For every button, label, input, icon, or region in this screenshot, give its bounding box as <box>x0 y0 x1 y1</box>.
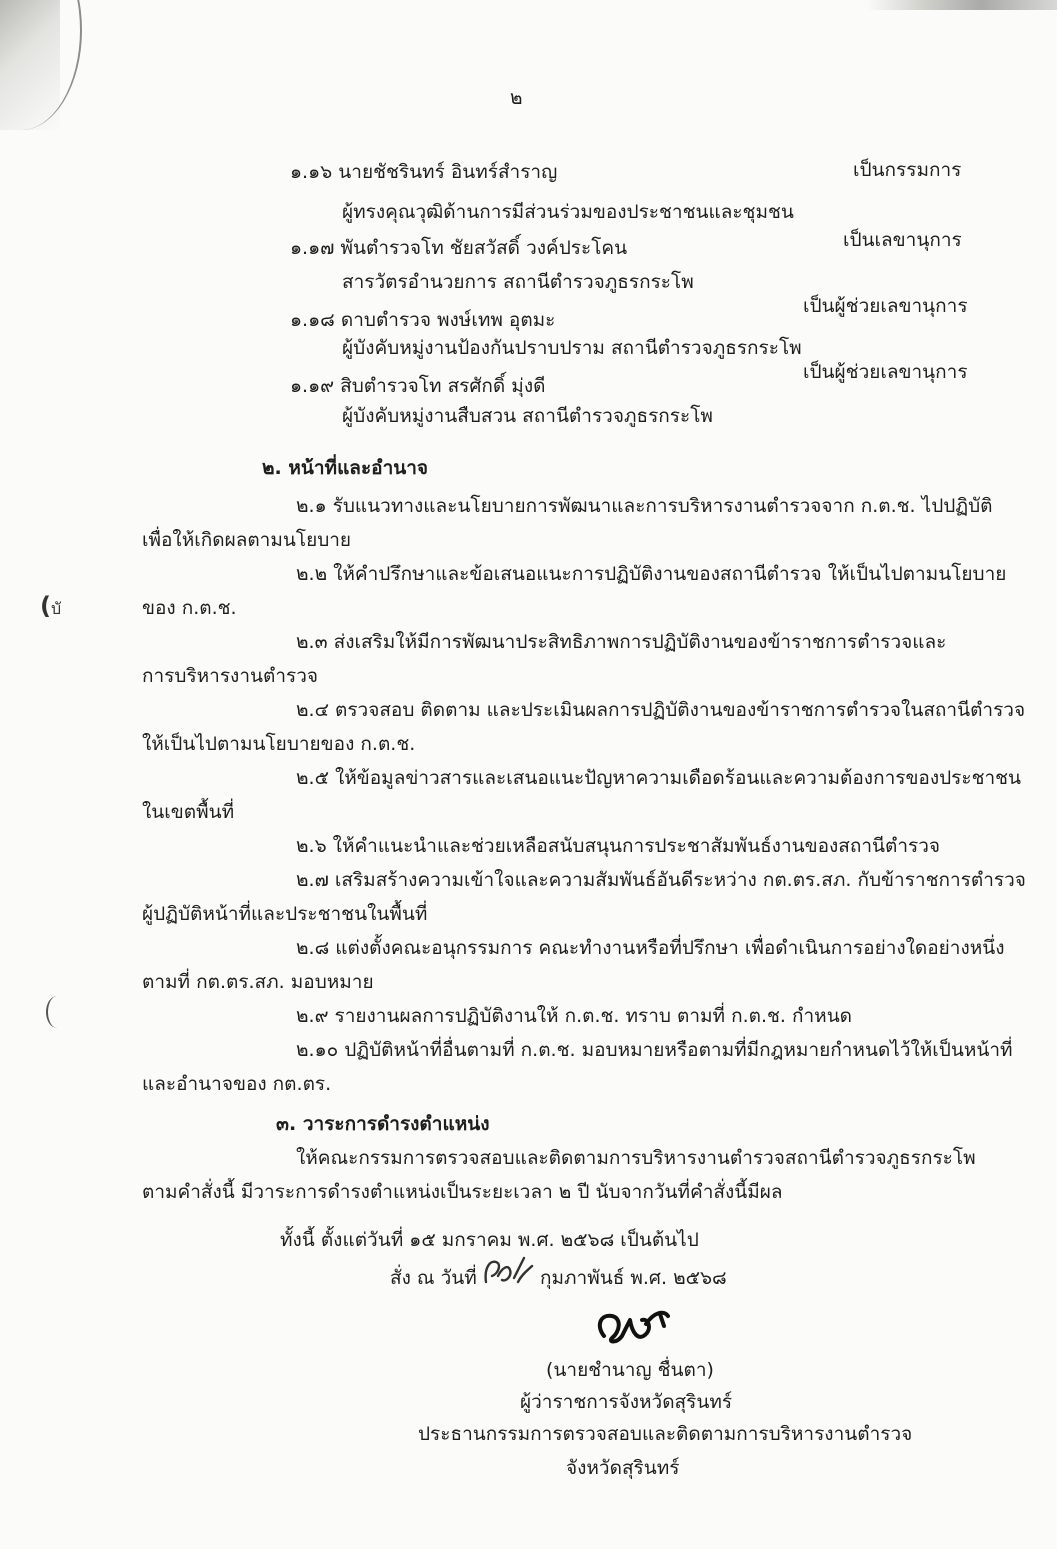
member-position: สารวัตรอำนวยการ สถานีตำรวจภูธรกระโพ <box>342 271 694 293</box>
section-heading: ๒. หน้าที่และอำนาจ <box>262 457 429 479</box>
duty-line: เพื่อให้เกิดผลตามนโยบาย <box>142 529 352 551</box>
signatory-role: ประธานกรรมการตรวจสอบและติดตามการบริหารงานตำรวจ <box>418 1423 913 1445</box>
margin-note: (บั <box>40 592 62 620</box>
member-role: เป็นผู้ช่วยเลขานุการ <box>803 295 968 317</box>
signatory-province: จังหวัดสุรินทร์ <box>566 1457 680 1479</box>
duty-line: ของ ก.ต.ช. <box>142 597 237 619</box>
duty-line: ๒.๑ รับแนวทางและนโยบายการพัฒนาและการบริหารงานตำรวจจาก ก.ต.ช. ไปปฏิบัติ <box>296 495 993 517</box>
duty-line: ๒.๒ ให้คำปรึกษาและข้อเสนอแนะการปฏิบัติงานของสถานีตำรวจ ให้เป็นไปตามนโยบาย <box>296 563 1007 585</box>
member-position: ผู้ทรงคุณวุฒิด้านการมีส่วนร่วมของประชาชนและชุมชน <box>342 201 794 223</box>
duty-line: ให้เป็นไปตามนโยบายของ ก.ต.ช. <box>142 733 416 755</box>
handwritten-day <box>480 1252 536 1292</box>
member-line <box>290 236 627 260</box>
duty-line: ๒.๑๐ ปฏิบัติหน้าที่อื่นตามที่ ก.ต.ช. มอบหมายหรือตามที่มีกฎหมายกำหนดไว้ให้เป็นหน้าที่ <box>296 1039 1013 1061</box>
page-number: ๒ <box>510 87 523 109</box>
order-date-prefix: สั่ง ณ วันที่ <box>390 1267 477 1289</box>
duty-line: ๒.๙ รายงานผลการปฏิบัติงานให้ ก.ต.ช. ทราบ ตามที่ ก.ต.ช. กำหนด <box>296 1005 853 1027</box>
member-role: เป็นกรรมการ <box>853 159 962 181</box>
duty-line: ๒.๕ ให้ข้อมูลข่าวสารและเสนอแนะปัญหาความเดือดร้อนและความต้องการของประชาชน <box>296 767 1022 789</box>
duty-line: ผู้ปฏิบัติหน้าที่และประชาชนในพื้นที่ <box>142 903 428 925</box>
duty-line: ๒.๓ ส่งเสริมให้มีการพัฒนาประสิทธิภาพการปฏิบัติงานของข้าราชการตำรวจและ <box>296 631 947 653</box>
member-name: นายชัชรินทร์ อินทร์สำราญ <box>338 161 558 183</box>
duty-line: การบริหารงานตำรวจ <box>142 665 318 687</box>
duty-line: ในเขตพื้นที่ <box>142 801 235 823</box>
member-line <box>290 308 555 332</box>
signatory-title: ผู้ว่าราชการจังหวัดสุรินทร์ <box>520 1391 733 1413</box>
term-line: ตามคำสั่งนี้ มีวาระการดำรงตำแหน่งเป็นระยะเวลา ๒ ปี นับจากวันที่คำสั่งนี้มีผล <box>142 1181 783 1203</box>
page-edge-curve <box>0 0 82 130</box>
member-position: ผู้บังคับหมู่งานสืบสวน สถานีตำรวจภูธรกระโพ <box>342 405 713 427</box>
member-line <box>290 160 557 184</box>
section-heading: ๓. วาระการดำรงตำแหน่ง <box>276 1113 490 1135</box>
member-name: ดาบตำรวจ พงษ์เทพ อุตมะ <box>340 309 556 331</box>
member-number: ๑.๑๘ <box>290 309 335 331</box>
signatory-name: (นายชำนาญ ชื่นตา) <box>546 1359 714 1381</box>
duty-line: ๒.๗ เสริมสร้างความเข้าใจและความสัมพันธ์อันดีระหว่าง กต.ตร.สภ. กับข้าราชการตำรวจ <box>296 869 1026 891</box>
member-role: เป็นผู้ช่วยเลขานุการ <box>803 361 968 383</box>
member-number: ๑.๑๖ <box>290 161 333 183</box>
member-position: ผู้บังคับหมู่งานป้องกันปราบปราม สถานีตำรวจภูธรกระโพ <box>342 337 802 359</box>
scan-corner-artifact <box>867 0 1057 10</box>
duty-line: ๒.๖ ให้คำแนะนำและช่วยเหลือสนับสนุนการประชาสัมพันธ์งานของสถานีตำรวจ <box>296 835 941 857</box>
term-line: ให้คณะกรรมการตรวจสอบและติดตามการบริหารงานตำรวจสถานีตำรวจภูธรกระโพ <box>296 1147 976 1169</box>
duty-line: และอำนาจของ กต.ตร. <box>142 1073 332 1095</box>
order-date-suffix: กุมภาพันธ์ พ.ศ. ๒๕๖๘ <box>540 1267 727 1289</box>
signature-mark <box>590 1302 686 1358</box>
member-line <box>290 374 545 398</box>
member-number: ๑.๑๗ <box>290 237 335 259</box>
duty-line: ๒.๔ ตรวจสอบ ติดตาม และประเมินผลการปฏิบัติงานของข้าราชการตำรวจในสถานีตำรวจ <box>296 699 1026 721</box>
margin-bracket <box>46 996 68 1028</box>
member-role: เป็นเลขานุการ <box>843 229 962 251</box>
member-number: ๑.๑๙ <box>290 375 335 397</box>
effective-date: ทั้งนี้ ตั้งแต่วันที่ ๑๕ มกราคม พ.ศ. ๒๕๖๘ เป็นต้นไป <box>280 1229 699 1251</box>
duty-line: ๒.๘ แต่งตั้งคณะอนุกรรมการ คณะทำงานหรือที่ปรึกษา เพื่อดำเนินการอย่างใดอย่างหนึ่ง <box>296 937 1005 959</box>
duty-line: ตามที่ กต.ตร.สภ. มอบหมาย <box>142 971 374 993</box>
member-name: สิบตำรวจโท สรศักดิ์ มุ่งดี <box>340 375 546 397</box>
member-name: พันตำรวจโท ชัยสวัสดิ์ วงค์ประโคน <box>340 237 628 259</box>
